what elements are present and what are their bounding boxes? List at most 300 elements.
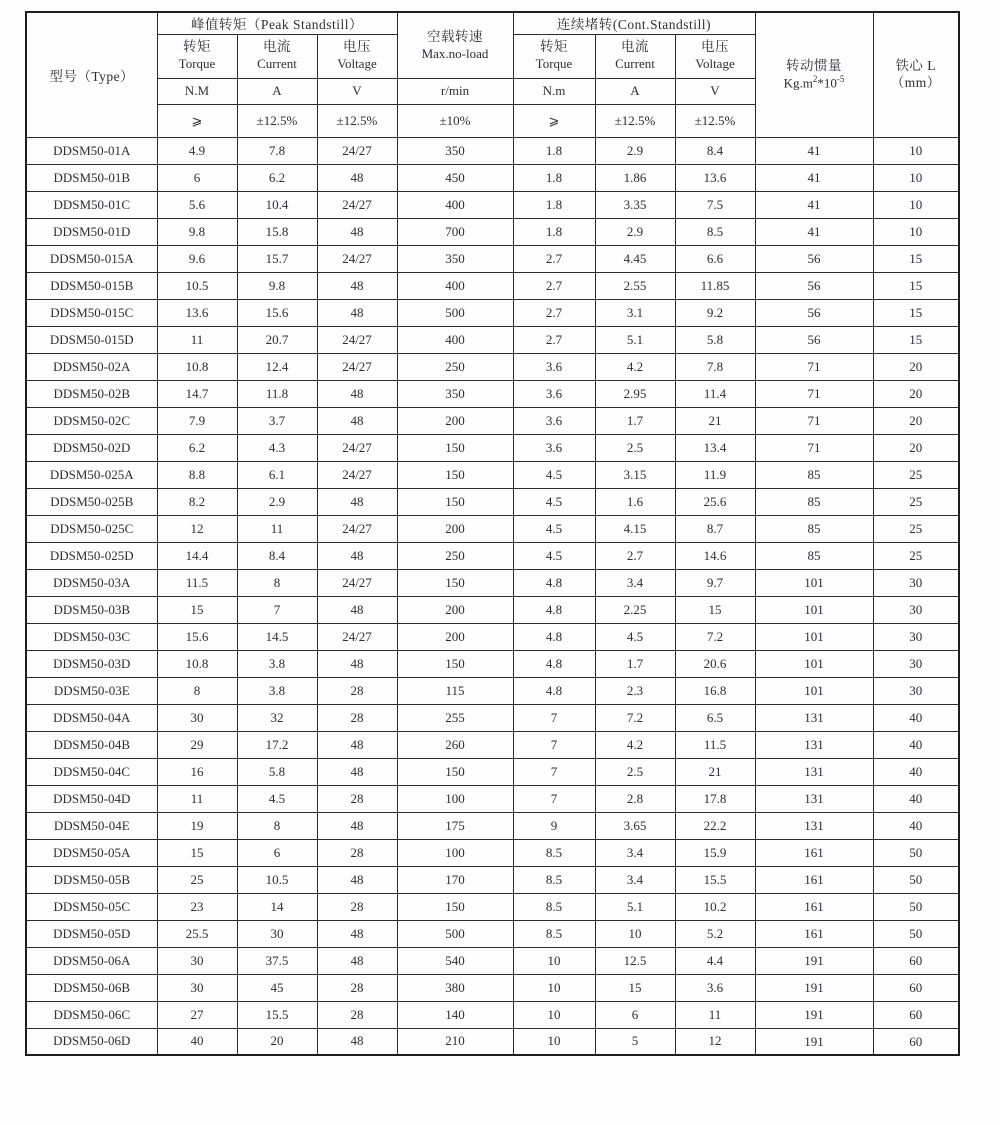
cell-peak-torque: 8.8 bbox=[157, 461, 237, 488]
cell-peak-voltage: 48 bbox=[317, 488, 397, 515]
cont-current-cn: 电流 bbox=[621, 39, 649, 55]
cell-inertia: 41 bbox=[755, 164, 873, 191]
cell-core-length: 15 bbox=[873, 245, 959, 272]
cell-max-noload: 350 bbox=[397, 137, 513, 164]
unit-peak-torque: N.M bbox=[157, 78, 237, 104]
cell-cont-voltage: 20.6 bbox=[675, 650, 755, 677]
cell-inertia: 101 bbox=[755, 569, 873, 596]
table-row bbox=[26, 488, 959, 515]
cell-cont-voltage: 17.8 bbox=[675, 785, 755, 812]
cell-core-length: 40 bbox=[873, 758, 959, 785]
inertia-unit-sup1: 2 bbox=[812, 74, 818, 85]
cell-peak-voltage: 48 bbox=[317, 1028, 397, 1055]
table-row bbox=[26, 974, 959, 1001]
cell-cont-voltage: 5.2 bbox=[675, 920, 755, 947]
cont-current-en: Current bbox=[615, 56, 655, 72]
cell-core-length: 30 bbox=[873, 596, 959, 623]
cell-type: DDSM50-02B bbox=[26, 380, 157, 407]
cell-core-length: 25 bbox=[873, 542, 959, 569]
cell-cont-current: 2.9 bbox=[595, 218, 675, 245]
cell-peak-voltage: 24/27 bbox=[317, 191, 397, 218]
cell-cont-voltage: 15.9 bbox=[675, 839, 755, 866]
table-row bbox=[26, 947, 959, 974]
cell-peak-current: 8.4 bbox=[237, 542, 317, 569]
cell-max-noload: 210 bbox=[397, 1028, 513, 1055]
unit-cont-current: A bbox=[595, 78, 675, 104]
cell-peak-voltage: 28 bbox=[317, 677, 397, 704]
cell-cont-voltage: 11.5 bbox=[675, 731, 755, 758]
header-core-length bbox=[873, 12, 959, 137]
cell-inertia: 161 bbox=[755, 866, 873, 893]
peak-torque-en: Torque bbox=[178, 56, 216, 72]
cell-type: DDSM50-05A bbox=[26, 839, 157, 866]
cell-type: DDSM50-05C bbox=[26, 893, 157, 920]
cell-peak-current: 9.8 bbox=[237, 272, 317, 299]
cell-inertia: 131 bbox=[755, 731, 873, 758]
cell-cont-current: 2.5 bbox=[595, 434, 675, 461]
cell-peak-voltage: 48 bbox=[317, 596, 397, 623]
cell-cont-torque: 3.6 bbox=[513, 380, 595, 407]
cell-peak-voltage: 28 bbox=[317, 893, 397, 920]
table-row bbox=[26, 218, 959, 245]
cell-peak-current: 12.4 bbox=[237, 353, 317, 380]
cell-peak-voltage: 24/27 bbox=[317, 245, 397, 272]
cell-inertia: 56 bbox=[755, 299, 873, 326]
header-group-peak-standstill bbox=[157, 12, 397, 34]
cell-peak-torque: 19 bbox=[157, 812, 237, 839]
cell-peak-current: 11.8 bbox=[237, 380, 317, 407]
cell-core-length: 60 bbox=[873, 1028, 959, 1055]
cell-cont-torque: 1.8 bbox=[513, 164, 595, 191]
table-row bbox=[26, 434, 959, 461]
cell-peak-torque: 11 bbox=[157, 785, 237, 812]
cell-cont-current: 3.4 bbox=[595, 866, 675, 893]
cell-inertia: 41 bbox=[755, 218, 873, 245]
cell-cont-voltage: 8.7 bbox=[675, 515, 755, 542]
cell-cont-current: 5.1 bbox=[595, 326, 675, 353]
cell-max-noload: 150 bbox=[397, 893, 513, 920]
cell-inertia: 191 bbox=[755, 947, 873, 974]
cell-core-length: 30 bbox=[873, 650, 959, 677]
cell-inertia: 56 bbox=[755, 326, 873, 353]
table-row bbox=[26, 596, 959, 623]
cell-core-length: 15 bbox=[873, 299, 959, 326]
cell-type: DDSM50-01B bbox=[26, 164, 157, 191]
cell-core-length: 10 bbox=[873, 191, 959, 218]
cell-cont-voltage: 11.9 bbox=[675, 461, 755, 488]
cell-cont-torque: 10 bbox=[513, 974, 595, 1001]
cell-inertia: 85 bbox=[755, 461, 873, 488]
cell-peak-voltage: 48 bbox=[317, 947, 397, 974]
cell-inertia: 101 bbox=[755, 623, 873, 650]
cont-torque-cn: 转矩 bbox=[540, 39, 568, 55]
cell-type: DDSM50-01A bbox=[26, 137, 157, 164]
table-row bbox=[26, 1001, 959, 1028]
cell-type: DDSM50-06A bbox=[26, 947, 157, 974]
cell-peak-torque: 27 bbox=[157, 1001, 237, 1028]
cell-cont-current: 2.8 bbox=[595, 785, 675, 812]
cell-cont-voltage: 9.2 bbox=[675, 299, 755, 326]
cell-peak-torque: 23 bbox=[157, 893, 237, 920]
cell-peak-voltage: 24/27 bbox=[317, 623, 397, 650]
cell-inertia: 71 bbox=[755, 380, 873, 407]
cell-cont-torque: 2.7 bbox=[513, 272, 595, 299]
table-row bbox=[26, 326, 959, 353]
cell-peak-torque: 30 bbox=[157, 704, 237, 731]
cell-inertia: 191 bbox=[755, 1028, 873, 1055]
table-row bbox=[26, 839, 959, 866]
header-cont-torque bbox=[513, 34, 595, 78]
table-row bbox=[26, 515, 959, 542]
cell-max-noload: 380 bbox=[397, 974, 513, 1001]
table-row bbox=[26, 353, 959, 380]
cell-cont-current: 7.2 bbox=[595, 704, 675, 731]
cell-cont-voltage: 7.2 bbox=[675, 623, 755, 650]
cell-peak-voltage: 28 bbox=[317, 839, 397, 866]
cell-inertia: 71 bbox=[755, 407, 873, 434]
table-row bbox=[26, 920, 959, 947]
tolerance-peak-current: ±12.5% bbox=[237, 104, 317, 137]
cell-type: DDSM50-015D bbox=[26, 326, 157, 353]
cell-peak-current: 8 bbox=[237, 569, 317, 596]
cell-cont-torque: 3.6 bbox=[513, 434, 595, 461]
cell-cont-current: 3.35 bbox=[595, 191, 675, 218]
cell-max-noload: 255 bbox=[397, 704, 513, 731]
cell-peak-current: 7 bbox=[237, 596, 317, 623]
cell-peak-torque: 11.5 bbox=[157, 569, 237, 596]
cell-peak-torque: 15 bbox=[157, 596, 237, 623]
cell-inertia: 41 bbox=[755, 137, 873, 164]
cell-cont-torque: 8.5 bbox=[513, 920, 595, 947]
cell-max-noload: 400 bbox=[397, 272, 513, 299]
cell-peak-voltage: 48 bbox=[317, 218, 397, 245]
cell-core-length: 50 bbox=[873, 893, 959, 920]
cell-peak-current: 3.7 bbox=[237, 407, 317, 434]
cell-core-length: 10 bbox=[873, 137, 959, 164]
cell-peak-voltage: 48 bbox=[317, 164, 397, 191]
cell-cont-voltage: 3.6 bbox=[675, 974, 755, 1001]
cell-peak-current: 4.3 bbox=[237, 434, 317, 461]
cell-peak-voltage: 48 bbox=[317, 866, 397, 893]
cell-cont-voltage: 14.6 bbox=[675, 542, 755, 569]
cell-peak-torque: 15 bbox=[157, 839, 237, 866]
cell-type: DDSM50-025A bbox=[26, 461, 157, 488]
tolerance-peak-voltage: ±12.5% bbox=[317, 104, 397, 137]
cell-peak-current: 17.2 bbox=[237, 731, 317, 758]
cell-peak-current: 14.5 bbox=[237, 623, 317, 650]
table-row bbox=[26, 758, 959, 785]
cell-cont-current: 2.7 bbox=[595, 542, 675, 569]
peak-torque-cn: 转矩 bbox=[183, 39, 211, 55]
cell-cont-torque: 4.5 bbox=[513, 488, 595, 515]
cell-peak-current: 2.9 bbox=[237, 488, 317, 515]
cell-cont-current: 1.7 bbox=[595, 650, 675, 677]
cell-max-noload: 100 bbox=[397, 785, 513, 812]
cell-cont-torque: 7 bbox=[513, 785, 595, 812]
cell-cont-current: 2.95 bbox=[595, 380, 675, 407]
cell-cont-torque: 10 bbox=[513, 1001, 595, 1028]
cell-peak-torque: 25 bbox=[157, 866, 237, 893]
table-row bbox=[26, 164, 959, 191]
cell-type: DDSM50-01C bbox=[26, 191, 157, 218]
cell-peak-voltage: 24/27 bbox=[317, 326, 397, 353]
cell-type: DDSM50-04C bbox=[26, 758, 157, 785]
cell-peak-current: 15.5 bbox=[237, 1001, 317, 1028]
header-cont-group-label: 连续堵转(Cont.Standstill) bbox=[556, 17, 712, 33]
cell-max-noload: 260 bbox=[397, 731, 513, 758]
cell-cont-voltage: 4.4 bbox=[675, 947, 755, 974]
cell-cont-torque: 2.7 bbox=[513, 245, 595, 272]
cell-cont-current: 1.7 bbox=[595, 407, 675, 434]
cell-peak-voltage: 24/27 bbox=[317, 137, 397, 164]
peak-voltage-en: Voltage bbox=[337, 56, 377, 72]
unit-peak-voltage: V bbox=[317, 78, 397, 104]
cell-inertia: 191 bbox=[755, 1001, 873, 1028]
cell-cont-voltage: 15 bbox=[675, 596, 755, 623]
cell-type: DDSM50-05D bbox=[26, 920, 157, 947]
cell-max-noload: 150 bbox=[397, 569, 513, 596]
cell-peak-current: 3.8 bbox=[237, 677, 317, 704]
cell-peak-torque: 13.6 bbox=[157, 299, 237, 326]
cell-peak-torque: 30 bbox=[157, 974, 237, 1001]
cell-max-noload: 140 bbox=[397, 1001, 513, 1028]
cell-type: DDSM50-04D bbox=[26, 785, 157, 812]
inertia-unit-base: Kg.m bbox=[783, 75, 813, 91]
header-type-label: 型号（Type） bbox=[49, 68, 135, 84]
cell-max-noload: 150 bbox=[397, 488, 513, 515]
cell-peak-voltage: 48 bbox=[317, 299, 397, 326]
cell-cont-voltage: 22.2 bbox=[675, 812, 755, 839]
cell-peak-torque: 10.8 bbox=[157, 353, 237, 380]
cell-cont-current: 1.6 bbox=[595, 488, 675, 515]
cell-cont-voltage: 12 bbox=[675, 1028, 755, 1055]
cell-core-length: 15 bbox=[873, 326, 959, 353]
cell-max-noload: 200 bbox=[397, 596, 513, 623]
cell-inertia: 101 bbox=[755, 650, 873, 677]
cell-max-noload: 350 bbox=[397, 245, 513, 272]
cell-cont-voltage: 10.2 bbox=[675, 893, 755, 920]
header-inertia-unit bbox=[758, 74, 871, 92]
tolerance-noload: ±10% bbox=[397, 104, 513, 137]
cell-peak-current: 10.4 bbox=[237, 191, 317, 218]
cont-torque-en: Torque bbox=[535, 56, 573, 72]
cell-inertia: 101 bbox=[755, 677, 873, 704]
cell-peak-current: 7.8 bbox=[237, 137, 317, 164]
cell-inertia: 131 bbox=[755, 785, 873, 812]
cell-type: DDSM50-015C bbox=[26, 299, 157, 326]
cell-type: DDSM50-04E bbox=[26, 812, 157, 839]
cell-max-noload: 700 bbox=[397, 218, 513, 245]
cell-cont-current: 15 bbox=[595, 974, 675, 1001]
cell-cont-torque: 1.8 bbox=[513, 137, 595, 164]
cell-peak-voltage: 48 bbox=[317, 407, 397, 434]
cell-type: DDSM50-04B bbox=[26, 731, 157, 758]
cell-type: DDSM50-02C bbox=[26, 407, 157, 434]
spec-table bbox=[25, 11, 960, 1056]
cell-max-noload: 150 bbox=[397, 434, 513, 461]
cell-max-noload: 170 bbox=[397, 866, 513, 893]
unit-noload: r/min bbox=[397, 78, 513, 104]
cell-peak-voltage: 48 bbox=[317, 542, 397, 569]
cell-peak-current: 5.8 bbox=[237, 758, 317, 785]
cell-cont-current: 3.4 bbox=[595, 839, 675, 866]
cell-peak-voltage: 24/27 bbox=[317, 353, 397, 380]
unit-cont-torque: N.m bbox=[513, 78, 595, 104]
cell-cont-voltage: 21 bbox=[675, 758, 755, 785]
cell-max-noload: 500 bbox=[397, 299, 513, 326]
cell-core-length: 30 bbox=[873, 623, 959, 650]
cell-type: DDSM50-02A bbox=[26, 353, 157, 380]
cell-peak-voltage: 48 bbox=[317, 650, 397, 677]
table-row bbox=[26, 191, 959, 218]
cell-core-length: 20 bbox=[873, 407, 959, 434]
cell-cont-voltage: 11.85 bbox=[675, 272, 755, 299]
header-group-cont-standstill bbox=[513, 12, 755, 34]
cell-peak-torque: 8 bbox=[157, 677, 237, 704]
peak-current-cn: 电流 bbox=[263, 39, 291, 55]
cell-cont-voltage: 6.5 bbox=[675, 704, 755, 731]
cell-peak-voltage: 48 bbox=[317, 812, 397, 839]
tolerance-cont-current: ±12.5% bbox=[595, 104, 675, 137]
cell-peak-torque: 4.9 bbox=[157, 137, 237, 164]
cell-peak-torque: 10.5 bbox=[157, 272, 237, 299]
cell-cont-current: 3.1 bbox=[595, 299, 675, 326]
cell-peak-current: 37.5 bbox=[237, 947, 317, 974]
table-row bbox=[26, 893, 959, 920]
cell-cont-current: 2.25 bbox=[595, 596, 675, 623]
cell-peak-voltage: 28 bbox=[317, 704, 397, 731]
cell-peak-voltage: 24/27 bbox=[317, 434, 397, 461]
cell-cont-current: 2.5 bbox=[595, 758, 675, 785]
cell-peak-torque: 9.8 bbox=[157, 218, 237, 245]
cell-core-length: 40 bbox=[873, 812, 959, 839]
cell-peak-voltage: 24/27 bbox=[317, 515, 397, 542]
cell-cont-voltage: 6.6 bbox=[675, 245, 755, 272]
cell-inertia: 56 bbox=[755, 272, 873, 299]
cell-peak-current: 6.2 bbox=[237, 164, 317, 191]
header-peak-group-label: 峰值转矩（Peak Standstill） bbox=[190, 17, 364, 33]
cell-core-length: 50 bbox=[873, 866, 959, 893]
cell-inertia: 85 bbox=[755, 488, 873, 515]
cell-peak-current: 20.7 bbox=[237, 326, 317, 353]
cell-peak-current: 10.5 bbox=[237, 866, 317, 893]
cell-inertia: 85 bbox=[755, 515, 873, 542]
cell-peak-torque: 11 bbox=[157, 326, 237, 353]
cell-core-length: 20 bbox=[873, 353, 959, 380]
cell-cont-current: 2.55 bbox=[595, 272, 675, 299]
cell-cont-torque: 1.8 bbox=[513, 191, 595, 218]
cell-cont-torque: 10 bbox=[513, 1028, 595, 1055]
cont-voltage-en: Voltage bbox=[695, 56, 735, 72]
cell-cont-current: 4.15 bbox=[595, 515, 675, 542]
cell-max-noload: 150 bbox=[397, 461, 513, 488]
cell-type: DDSM50-04A bbox=[26, 704, 157, 731]
cell-max-noload: 200 bbox=[397, 623, 513, 650]
cell-core-length: 50 bbox=[873, 920, 959, 947]
header-cont-voltage bbox=[675, 34, 755, 78]
tolerance-cont-voltage: ±12.5% bbox=[675, 104, 755, 137]
cell-peak-current: 8 bbox=[237, 812, 317, 839]
cell-peak-voltage: 48 bbox=[317, 731, 397, 758]
cell-cont-current: 3.4 bbox=[595, 569, 675, 596]
cell-cont-voltage: 21 bbox=[675, 407, 755, 434]
cell-cont-torque: 4.8 bbox=[513, 569, 595, 596]
cell-cont-voltage: 7.5 bbox=[675, 191, 755, 218]
cell-peak-voltage: 48 bbox=[317, 920, 397, 947]
cell-cont-voltage: 5.8 bbox=[675, 326, 755, 353]
header-core-unit: （mm） bbox=[890, 74, 941, 90]
table-row bbox=[26, 1028, 959, 1055]
cell-type: DDSM50-015B bbox=[26, 272, 157, 299]
cell-peak-current: 30 bbox=[237, 920, 317, 947]
cell-inertia: 161 bbox=[755, 839, 873, 866]
unit-peak-current: A bbox=[237, 78, 317, 104]
table-row bbox=[26, 866, 959, 893]
cell-core-length: 40 bbox=[873, 704, 959, 731]
cell-cont-current: 10 bbox=[595, 920, 675, 947]
cell-core-length: 25 bbox=[873, 488, 959, 515]
cell-cont-torque: 7 bbox=[513, 704, 595, 731]
cell-core-length: 30 bbox=[873, 677, 959, 704]
cell-max-noload: 175 bbox=[397, 812, 513, 839]
cell-peak-voltage: 24/27 bbox=[317, 569, 397, 596]
cell-peak-current: 45 bbox=[237, 974, 317, 1001]
cell-inertia: 131 bbox=[755, 758, 873, 785]
header-noload-en: Max.no-load bbox=[421, 45, 489, 61]
cell-max-noload: 115 bbox=[397, 677, 513, 704]
cell-peak-current: 32 bbox=[237, 704, 317, 731]
header-peak-current bbox=[237, 34, 317, 78]
cell-peak-current: 15.8 bbox=[237, 218, 317, 245]
cell-peak-torque: 29 bbox=[157, 731, 237, 758]
cell-cont-current: 6 bbox=[595, 1001, 675, 1028]
cell-peak-torque: 9.6 bbox=[157, 245, 237, 272]
header-inertia-cn: 转动惯量 bbox=[786, 57, 842, 73]
cell-type: DDSM50-025C bbox=[26, 515, 157, 542]
cell-inertia: 131 bbox=[755, 704, 873, 731]
table-row bbox=[26, 731, 959, 758]
cell-cont-torque: 4.8 bbox=[513, 650, 595, 677]
cell-cont-torque: 4.5 bbox=[513, 515, 595, 542]
cell-cont-torque: 7 bbox=[513, 758, 595, 785]
table-body bbox=[26, 137, 959, 1055]
cell-cont-current: 4.5 bbox=[595, 623, 675, 650]
unit-cont-voltage: V bbox=[675, 78, 755, 104]
cell-peak-torque: 30 bbox=[157, 947, 237, 974]
cell-cont-voltage: 13.4 bbox=[675, 434, 755, 461]
cell-inertia: 161 bbox=[755, 893, 873, 920]
cell-cont-current: 3.15 bbox=[595, 461, 675, 488]
table-row bbox=[26, 299, 959, 326]
cell-peak-voltage: 48 bbox=[317, 380, 397, 407]
table-row bbox=[26, 650, 959, 677]
cell-cont-current: 4.45 bbox=[595, 245, 675, 272]
cell-peak-torque: 14.4 bbox=[157, 542, 237, 569]
cell-cont-current: 2.3 bbox=[595, 677, 675, 704]
cell-inertia: 56 bbox=[755, 245, 873, 272]
cell-max-noload: 400 bbox=[397, 326, 513, 353]
cell-max-noload: 150 bbox=[397, 758, 513, 785]
cell-max-noload: 250 bbox=[397, 542, 513, 569]
cell-max-noload: 250 bbox=[397, 353, 513, 380]
cell-peak-torque: 40 bbox=[157, 1028, 237, 1055]
cell-inertia: 41 bbox=[755, 191, 873, 218]
table-row bbox=[26, 380, 959, 407]
cell-cont-voltage: 7.8 bbox=[675, 353, 755, 380]
cell-peak-torque: 5.6 bbox=[157, 191, 237, 218]
cell-peak-torque: 8.2 bbox=[157, 488, 237, 515]
cell-type: DDSM50-06C bbox=[26, 1001, 157, 1028]
